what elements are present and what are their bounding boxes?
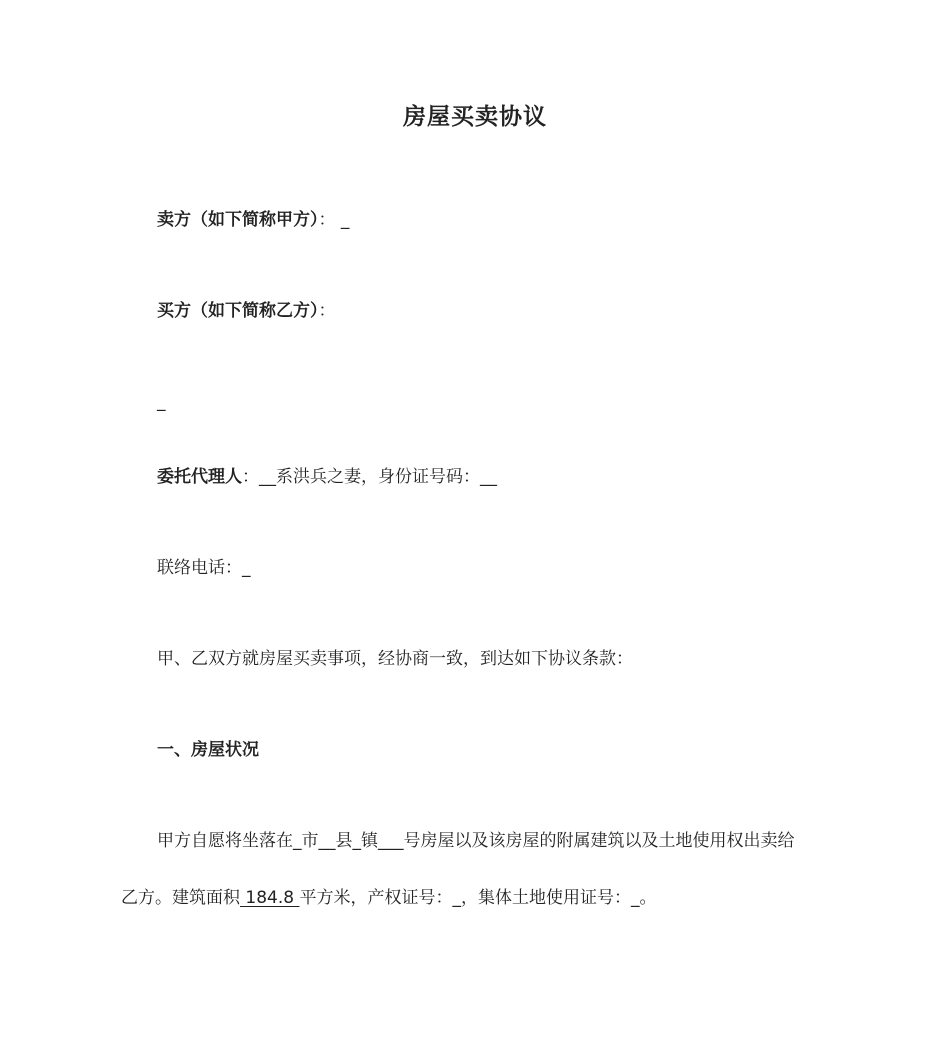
area-value: 184.8 — [240, 888, 300, 908]
seller-label: 卖方（如下简称甲方） — [157, 210, 319, 230]
area-label: 乙方。建筑面积 — [121, 888, 240, 908]
phone-label: 联络电话： — [157, 558, 242, 578]
seller-line — [157, 208, 349, 232]
seller-blank: _ — [340, 210, 350, 230]
agent-label: 委托代理人 — [157, 467, 242, 487]
section1-line2 — [121, 886, 656, 910]
seller-colon: ： — [318, 210, 336, 230]
section1-heading: 一、房屋状况 — [157, 740, 259, 760]
intro-paragraph: 甲、乙双方就房屋买卖事项，经协商一致，到达如下协议条款： — [157, 649, 633, 669]
buyer-label: 买方（如下简称乙方） — [157, 301, 319, 321]
buyer-line — [157, 299, 336, 323]
phone-line — [157, 556, 251, 580]
section1-line1: 甲方自愿将坐落在_市__县_镇___号房屋以及该房屋的附属建筑以及土地使用权出卖给 — [157, 831, 795, 851]
buyer-blank: _ — [157, 392, 166, 412]
buyer-colon: ： — [318, 301, 336, 321]
area-rest: 平方米，产权证号：_，集体土地使用证号：_。 — [299, 888, 657, 908]
buyer-blank-line — [157, 390, 166, 414]
phone-blank: _ — [242, 558, 251, 578]
agent-line — [157, 465, 497, 489]
document-title: 房屋买卖协议 — [403, 104, 547, 130]
agent-text: ：__系洪兵之妻，身份证号码：__ — [242, 467, 497, 487]
